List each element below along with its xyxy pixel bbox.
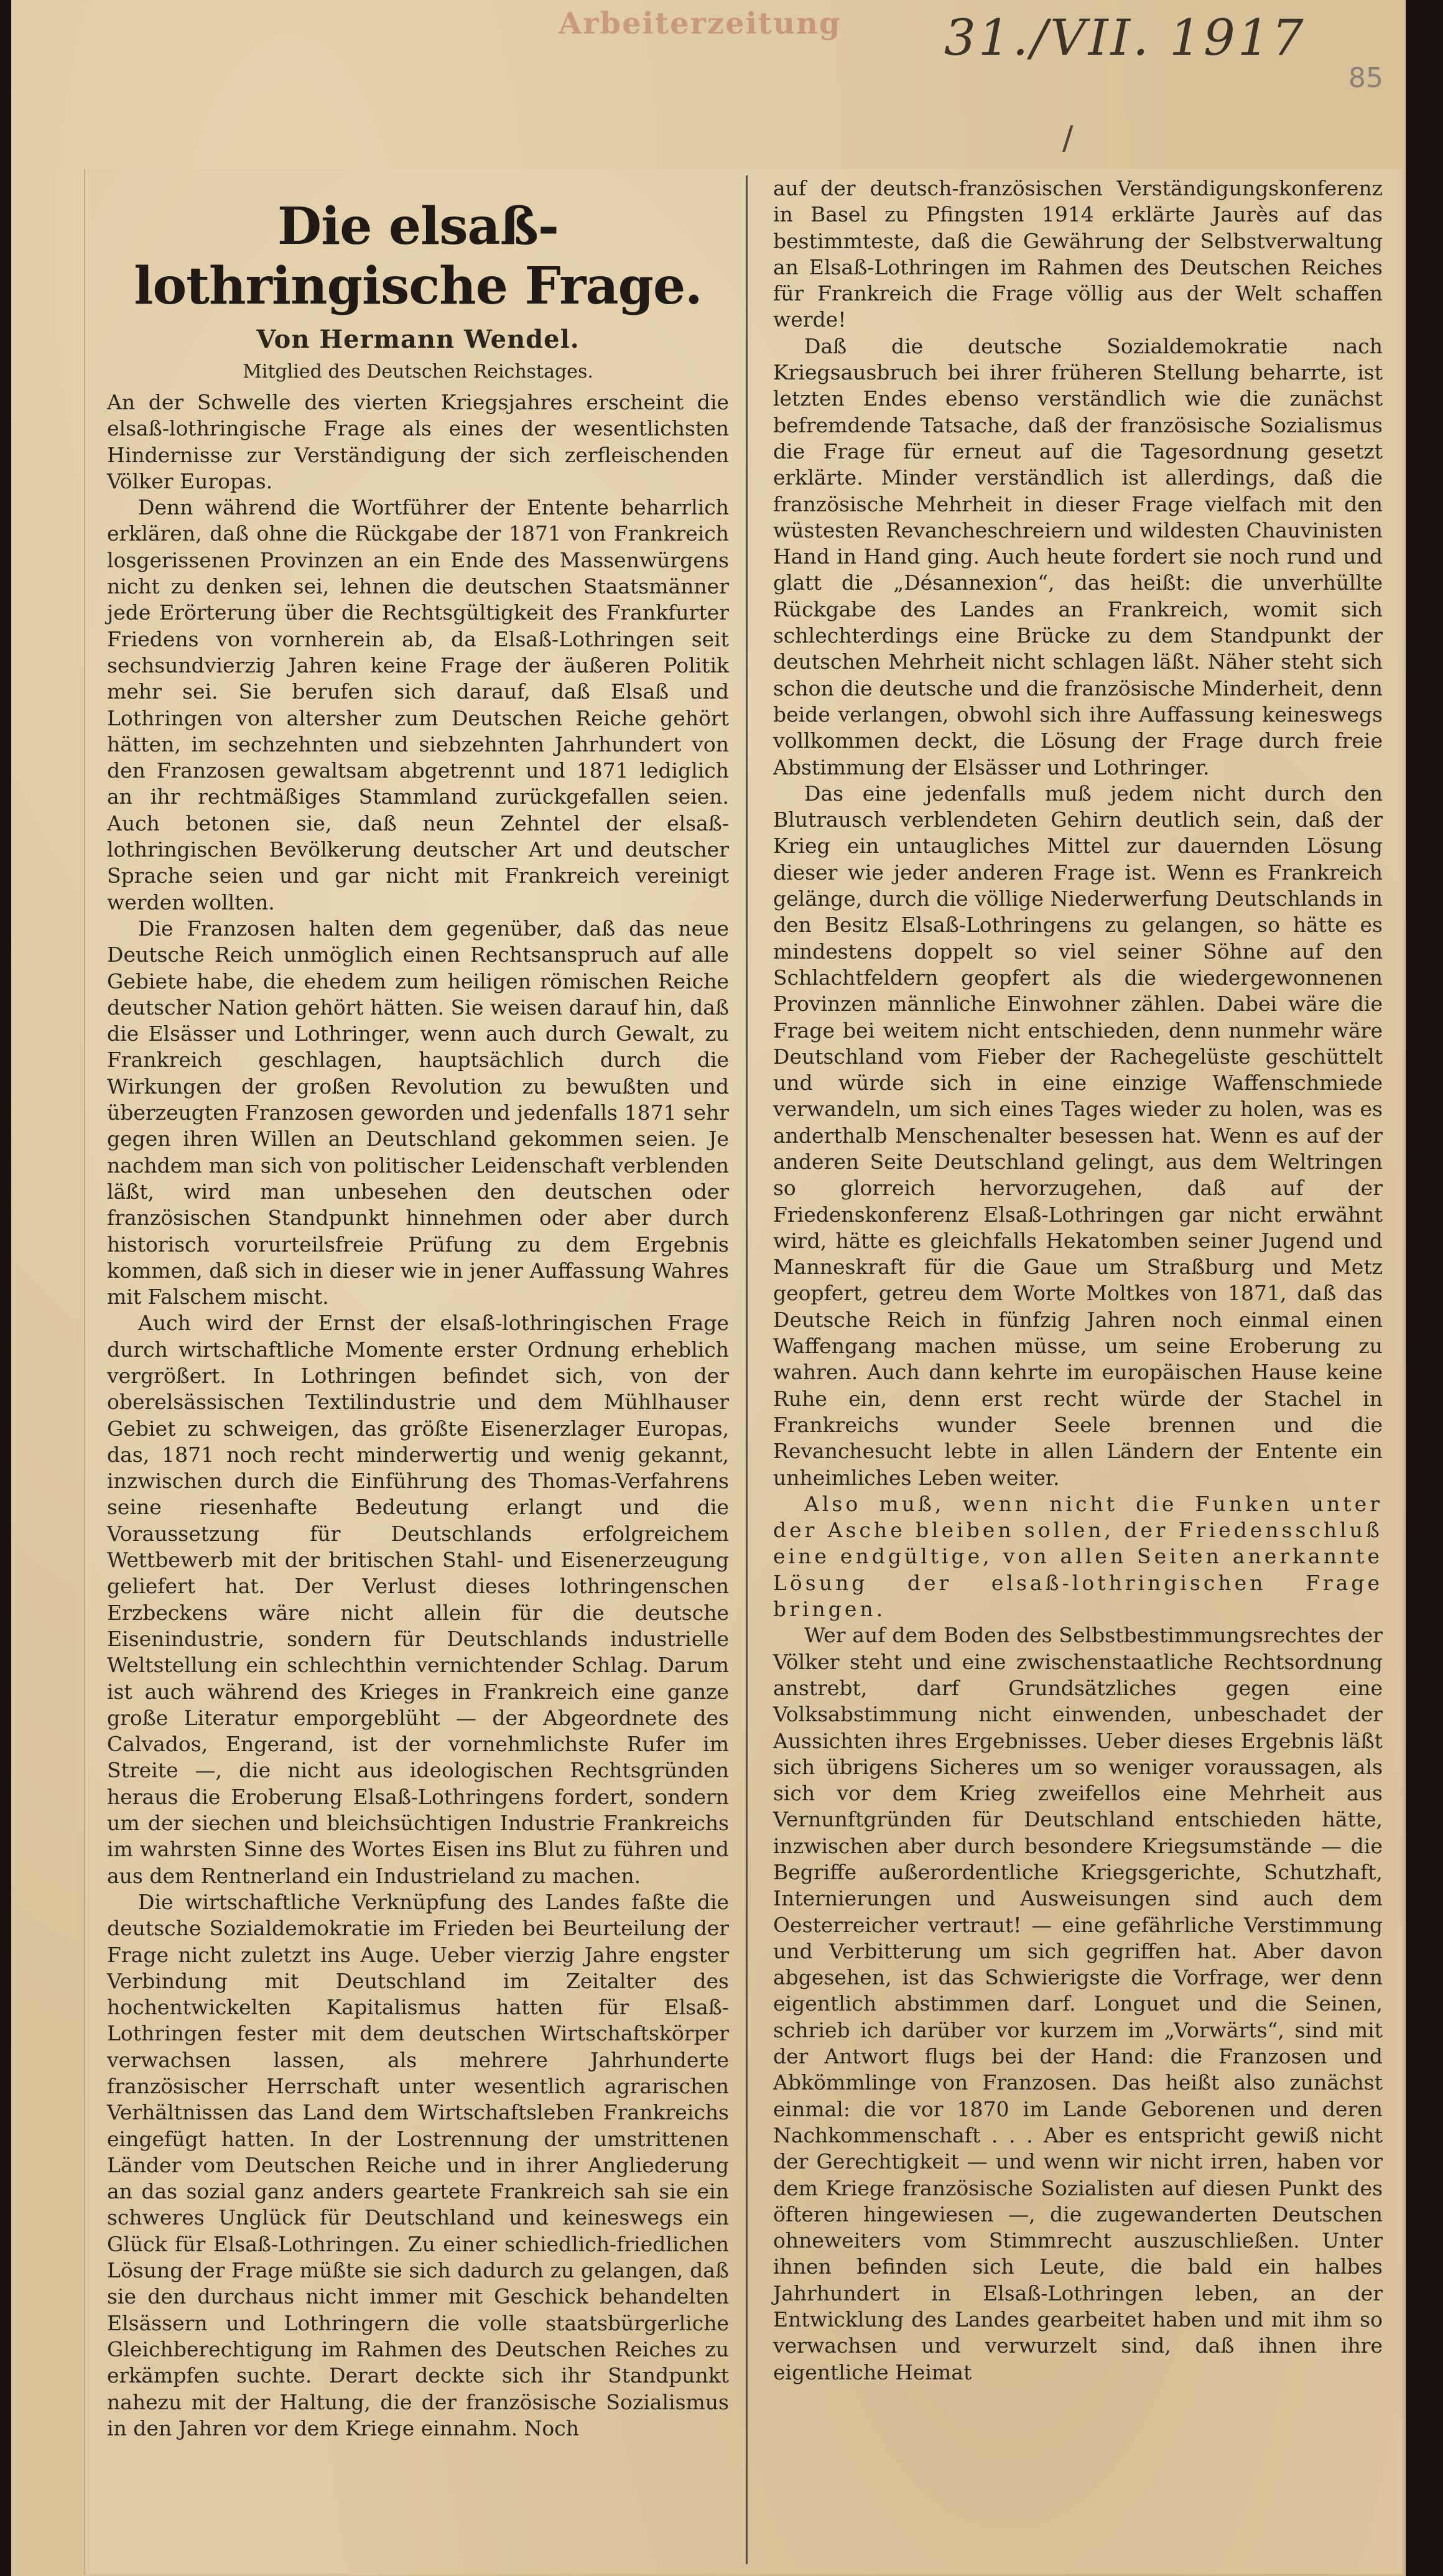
author-affiliation: Mitglied des Deutschen Reichstages. xyxy=(243,361,593,383)
article-headline: Die elsaß-lothringische Frage. xyxy=(134,197,702,316)
paragraph: Daß die deutsche Sozialdemokratie nach Kriegsausbruch bei ihrer früheren Stellung beharrte, ist letzten Endes ebenso verständlich wie die zunächst befremdende Tatsache, daß der französische Sozialismus die Frage für erneut auf die Tagesordnung gesetzt erklärte. Minder verständlich ist allerdings, daß die französische Mehrheit in dieser Frage vielfach mit den wüstesten Revancheschreiern und wildesten Chauvinisten Hand in Hand ging. Auch heute fordert sie noch rund und glatt die „Désannexion“, das heißt: die unverhüllte Rückgabe des Landes an Frankreich, womit sich schlechterdings eine Brücke zu dem Standpunkt der deutschen Mehrheit nicht schlagen läßt. Näher steht sich schon die deutsche und die französische Minderheit, denn beide verlangen, obwohl sich ihre Auffassung keineswegs vollkommen deckt, die Lösung der Frage durch freie Abstimmung der Elsässer und Lothringer. xyxy=(773,333,1383,779)
newspaper-masthead-stamp: Arbeiterzeitung xyxy=(559,6,842,41)
spaced-emphasis-paragraph: Also muß, wenn nicht die Funken unter der Asche bleiben sollen, der Friedensschluß eine endgültige, von allen Seiten anerkannte Lösung der elsaß-lothringischen Frage bringen. xyxy=(773,1491,1383,1622)
newspaper-clipping xyxy=(84,169,1403,2574)
column-divider xyxy=(746,175,748,2564)
paragraph: Wer auf dem Boden des Selbstbestimmungsrechtes der Völker steht und eine zwischenstaatliche Rechtsordnung anstrebt, darf Grundsätzliches gegen eine Volksabstimmung nicht einwenden, unbeschadet der Aussichten ihres Ergebnisses. Ueber dieses Ergebnis läßt sich übrigens Sicheres um so weniger voraussagen, als sich vor dem Krieg zweifellos eine Mehrheit aus Vernunftgründen für Deutschland entschieden hätte, inzwischen aber durch besondere Kriegsumstände — die Begriffe außerordentliche Kriegsgerichte, Schutzhaft, Internierungen und Ausweisungen sind auch dem Oesterreicher vertraut! — eine gefährliche Verstimmung und Verbitterung um sich gegriffen hat. Aber davon abgesehen, ist das Schwierigste die Vorfrage, wer denn eigentlich abstimmen darf. Longuet und die Seinen, schrieb ich darüber vor kurzem im „Vorwärts“, sind mit der Antwort flugs bei der Hand: die Franzosen und Abkömmlinge von Franzosen. Das heißt also zunächst einmal: die vor 1870 im Lande Geborenen und deren Nachkommenschaft . . . Aber es entspricht gewiß nicht der Gerechtigkeit — und wenn wir nicht irren, haben vor dem Kriege französische Sozialisten auf diesen Punkt des öfteren hingewiesen —, die zugewanderten Deutschen ohneweiters vom Stimmrecht auszuschließen. Unter ihnen befinden sich Leute, die bald ein halbes Jahrhundert in Elsaß-Lothringen leben, an der Entwicklung des Landes gearbeitet haben und mit ihm so verwachsen und verwurzelt sind, daß ihnen ihre eigentliche Heimat xyxy=(773,1623,1383,2384)
paragraph: An der Schwelle des vierten Kriegsjahres erscheint die elsaß-lothringische Frage als eines der wesentlichsten Hindernisse zur Verständigung der sich zerfleischenden Völker Europas. xyxy=(107,390,729,493)
article-byline: Von Hermann Wendel. xyxy=(256,325,580,354)
paragraph: auf der deutsch-französischen Verständigungskonferenz in Basel zu Pfingsten 1914 erklärte Jaurès auf das bestimmteste, daß die Gewährung der Selbstverwaltung an Elsaß-Lothringen im Rahmen des Deutschen Reiches für Frankreich die Frage völlig aus der Welt schaffen werde! xyxy=(773,176,1383,332)
page-number: 85 xyxy=(1348,62,1383,94)
article-column-left xyxy=(107,188,729,2442)
paragraph: Auch wird der Ernst der elsaß-lothringischen Frage durch wirtschaftliche Momente erster Ordnung erheblich vergrößert. In Lothringen befindet sich, von der oberelsässischen Textilindustrie und dem Mühlhauser Gebiet zu schweigen, das größte Eisenerzlager Europas, das, 1871 noch recht minderwertig und wenig gekannt, inzwischen durch die Einführung des Thomas-Verfahrens seine riesenhafte Bedeutung erlangt und die Voraussetzung für Deutschlands erfolgreichem Wettbewerb mit der britischen Stahl- und Eisenerzeugung geliefert hat. Der Verlust dieses lothringenschen Erzbeckens wäre nicht allein für die deutsche Eisenindustrie, sondern für Deutschlands industrielle Weltstellung ein schlechthin vernichtender Schlag. Darum ist auch während des Krieges in Frankreich eine ganze große Literatur emporgeblüht — der Abgeordnete des Calvados, Engerand, ist der vornehmlichste Rufer im Streite —, die nicht aus ideologischen Rechtsgründen heraus die Eroberung Elsaß-Lothringens fordert, sondern um der siechen und bleichsüchtigen Industrie Frankreichs im wahrsten Sinne des Wortes Eisen ins Blut zu führen und aus dem Rentnerland ein Industrieland zu machen. xyxy=(107,1311,729,1888)
paragraph: Das eine jedenfalls muß jedem nicht durch den Blutrausch verblendeten Gehirn deutlich sein, daß der Krieg ein untaugliches Mittel zur dauernden Lösung dieser wie jeder anderen Frage ist. Wenn es Frankreich gelänge, durch die völlige Niederwerfung Deutschlands in den Besitz Elsaß-Lothringens zu gelangen, so hätte es mindestens doppelt so viel seiner Söhne auf den Schlachtfeldern geopfert als die wiedergewonnenen Provinzen männliche Einwohner zählen. Dabei wäre die Frage bei weitem nicht entschieden, denn nunmehr wäre Deutschland vom Fieber der Rachegelüste geschüttelt und würde sich in eine einzige Waffenschmiede verwandeln, um sich eines Tages wieder zu holen, was es anderthalb Menschenalter besessen hat. Wenn es auf der anderen Seite Deutschland gelingt, aus dem Weltringen so glorreich hervorzugehen, daß auf der Friedenskonferenz Elsaß-Lothringen gar nicht erwähnt wird, hätte es gleichfalls Hekatomben seiner Jugend und Manneskraft für die Gaue um Straßburg und Metz geopfert, getreu dem Worte Moltkes von 1871, daß das Deutsche Reich in fünfzig Jahren noch einmal einen Waffengang machen müsse, um seine Eroberung zu wahren. Auch dann kehrte im europäischen Hause keine Ruhe ein, denn erst recht würde der Stachel in Frankreichs wunder Seele brennen und die Revanchesucht lebte in allen Ländern der Entente ein unheimliches Leben weiter. xyxy=(773,781,1383,1490)
handwritten-date: 31./VII. 1917 xyxy=(944,9,1306,67)
paragraph: Die Franzosen halten dem gegenüber, daß das neue Deutsche Reich unmöglich einen Rechtsanspruch auf alle Gebiete habe, die ehedem zum heiligen römischen Reiche deutscher Nation gehört hätten. Sie weisen darauf hin, daß die Elsässer und Lothringer, wenn auch durch Gewalt, zu Frankreich geschlagen, hauptsächlich durch die Wirkungen der großen Revolution zu bewußten und überzeugten Franzosen geworden und jedenfalls 1871 sehr gegen ihren Willen an Deutschland gekommen seien. Je nachdem man sich von politischer Leidenschaft verblenden läßt, wird man unbesehen den deutschen oder französischen Standpunkt hinnehmen oder aber durch historisch vorurteilsfreie Prüfung zu dem Ergebnis kommen, daß sich in dieser wie in jener Auffassung Wahres mit Falschem mischt. xyxy=(107,916,729,1309)
archive-sheet xyxy=(11,0,1406,2576)
paragraph: Denn während die Wortführer der Entente beharrlich erklären, daß ohne die Rückgabe der 1871 von Frankreich losgerissenen Provinzen an ein Ende des Massenwürgens nicht zu denken sei, lehnen die deutschen Staatsmänner jede Erörterung über die Rechtsgültigkeit des Frankfurter Friedens von vornherein ab, da Elsaß-Lothringen seit sechsundvierzig Jahren keine Frage der äußeren Politik mehr sei. Sie berufen sich darauf, daß Elsaß und Lothringen von altersher zum Deutschen Reiche gehört hätten, im sechzehnten und siebzehnten Jahrhundert von den Franzosen gewaltsam abgetrennt und 1871 lediglich an ihr rechtmäßiges Stammland zurückgefallen seien. Auch betonen sie, daß neun Zehntel der elsaß-lothringischen Bevölkerung deutscher Art und deutscher Sprache seien und gar nicht mit Frankreich vereinigt werden wollten. xyxy=(107,495,729,914)
article-column-right xyxy=(773,175,1383,2386)
paragraph: Die wirtschaftliche Verknüpfung des Landes faßte die deutsche Sozialdemokratie im Frieden bei Beurteilung der Frage nicht zuletzt ins Auge. Ueber vierzig Jahre engster Verbindung mit Deutschland im Zeitalter des hochentwickelten Kapitalismus hatten für Elsaß-Lothringen fester mit dem deutschen Wirtschaftskörper verwachsen lassen, als mehrere Jahrhunderte französischer Herrschaft unter wesentlich agrarischen Verhältnissen das Land dem Wirtschaftsleben Frankreichs eingefügt hatten. In der Lostrennung der umstrittenen Länder vom Deutschen Reiche und in ihrer Angliederung an das sozial ganz anders geartete Frankreich sah sie ein schweres Unglück für Deutschland und keineswegs ein Glück für Elsaß-Lothringen. Zu einer schiedlich-friedlichen Lösung der Frage müßte sie sich dadurch zu gelangen, daß sie den durchaus nicht immer mit Geschick behandelten Elsässern und Lothringern die volle staatsbürgerliche Gleichberechtigung im Rahmen des Deutschen Reiches zu erkämpfen suchte. Derart deckte sich ihr Standpunkt nahezu mit der Haltung, die der französische Sozialismus in den Jahren vor dem Kriege einnahm. Noch xyxy=(107,1889,729,2440)
pencil-mark: / xyxy=(1062,119,1074,157)
